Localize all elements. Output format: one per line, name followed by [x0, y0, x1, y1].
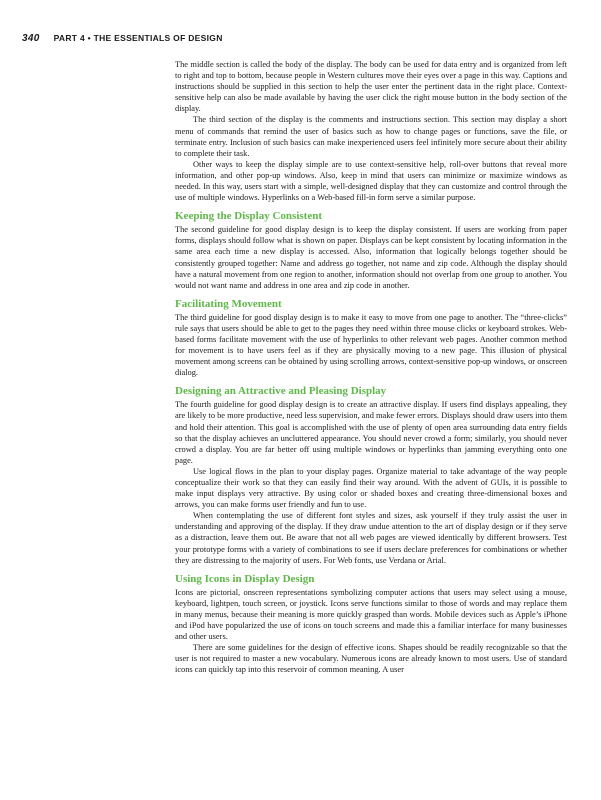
paragraph: Other ways to keep the display simple are to use context-sensitive help, roll-over buttons that reveal more information, and other pop-up windows. Also, keep in mind that users can minimize or maximize windows as needed. In this way, users start with a simple, well-designed display that they can customize and control through the use of multiple windows. Hyperlinks on a Web-based fill-in form serve a similar purpose.: [175, 159, 567, 203]
paragraph: Use logical flows in the plan to your display pages. Organize material to take advantage of the way people conceptualize their work so that they can easily find their way around. With the advent of GUIs, it is possible to make input displays very attractive. By using color or shaded boxes and creating three-dimensional boxes and arrows, you can make forms user friendly and fun to use.: [175, 466, 567, 510]
section-heading: Using Icons in Display Design: [175, 572, 315, 585]
section-heading: Facilitating Movement: [175, 297, 282, 310]
paragraph: The second guideline for good display design is to keep the display consistent. If users are working from paper forms, displays should follow what is shown on paper. Displays can be kept consistent by locating information in the same area each time a new display is accessed. Also, information that logically belongs together should be consistently grouped together: Name and address go together, not name and zip code. Although the display should have a natural movement from one region to another, information should not overlap from one group to another. You would not want name and address in one area and zip code in another.: [175, 225, 567, 290]
paragraph: When contemplating the use of different font styles and sizes, ask yourself if they truly assist the user in understanding and approving of the display. If they draw undue attention to the art of display design or if they serve as a distraction, leave them out. Be aware that not all web pages are viewed identically by different browsers. Test your prototype forms with a variety of combinations to see if users declare preferences for combinations or whether they are distressing to the majority of users. For Web fonts, use Verdana or Arial.: [175, 511, 567, 565]
paragraph: The fourth guideline for good display design is to create an attractive display. If users find displays appealing, they are likely to be more productive, need less supervision, and make fewer errors. Displays should draw users into them and hold their attention. This goal is accomplished with the use of plenty of open area surrounding data entry fields so that the display achieves an uncluttered appearance. You should never crowd a form; similarly, you should never crowd a display. You are far better off using multiple windows or hyperlinks than jamming everything onto one page.: [175, 400, 567, 465]
paragraph: The middle section is called the body of the display. The body can be used for data entry and is organized from left to right and top to bottom, because people in Western cultures move their eyes over a page in this way. Captions and instructions should be supplied in this section to help the user enter the pertinent data in the right place. Context-sensitive help can also be made available by having the user click the right mouse button in the body section of the display.: [175, 60, 567, 114]
paragraph: The third section of the display is the comments and instructions section. This section may display a short menu of commands that remind the user of basics such as how to change pages or functions, save the file, or terminate entry. Inclusion of such basics can make inexperienced users feel infinitely more secure about their ability to complete their task.: [175, 115, 567, 158]
paragraph: Icons are pictorial, onscreen representations symbolizing computer actions that users may select using a mouse, keyboard, lightpen, touch screen, or joystick. Icons serve functions similar to those of words and may replace them in many menus, because their meaning is more quickly grasped than words. Mobile devices such as Apple’s iPhone and iPod have popularized the use of icons on touch screens and made this a familiar interface for many businesses and other users.: [175, 587, 567, 642]
section-heading: Designing an Attractive and Pleasing Display: [175, 385, 387, 398]
paragraph: There are some guidelines for the design of effective icons. Shapes should be readily recognizable so that the user is not required to master a new vocabulary. Numerous icons are already known to most users. Use of standard icons can quickly tap into this reservoir of common meaning. A user: [175, 643, 567, 675]
running-header: [22, 33, 223, 44]
page-number: 340: [22, 33, 40, 44]
running-title: PART 4 • THE ESSENTIALS OF DESIGN: [53, 33, 223, 43]
section-heading: Keeping the Display Consistent: [175, 210, 322, 223]
paragraph: The third guideline for good display design is to make it easy to move from one page to another. The “three-clicks” rule says that users should be able to get to the pages they need within three mouse clicks or keyboard strokes. Web-based forms facilitate movement with the use of hyperlinks to other relevant web pages. Another common method for movement is to have users feel as if they are physically moving to a new page. This illusion of physical movement among screens can be obtained by using scrolling arrows, context-sensitive pop-up windows, or onscreen dialog.: [175, 312, 567, 378]
body-text: [175, 59, 567, 676]
